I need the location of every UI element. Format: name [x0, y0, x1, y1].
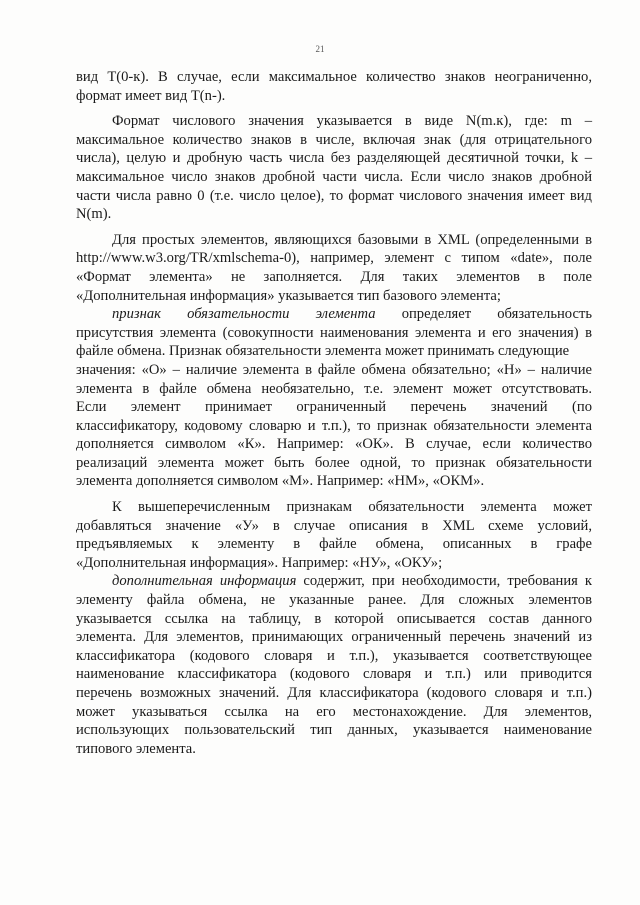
text-line: элемента в файле обмена необязательно, т.е. элемент может отсутствовать.: [76, 380, 592, 397]
text-line: файле обмена. Признак обязательности элемента может принимать следующие: [76, 343, 570, 360]
page-number: 21: [315, 44, 325, 54]
text-line: формат имеет вид Т(n-).: [76, 87, 226, 104]
text-line: указывается ссылка на таблицу, в которой описывается состав данного: [76, 610, 592, 627]
text-line: реализаций элемента может быть более одной, то признак обязательности: [76, 454, 592, 471]
term-additional-info: дополнительная информация: [112, 573, 297, 590]
text-line: части числа равно 0 (т.е. число целое), то формат числового значения имеет вид: [76, 187, 592, 204]
text-line: элемента дополняется символом «М». Например: «НМ», «ОКМ».: [76, 473, 485, 490]
paragraph-numeric-format: [76, 112, 592, 224]
text-line: элементу файла обмена, не указанные ранее. Для сложных элементов: [76, 592, 592, 609]
text-line: максимальное число знаков дробной части числа. Если число знаков дробной: [76, 168, 592, 185]
text-line: вид Т(0-к). В случае, если максимальное количество знаков неограниченно,: [76, 69, 592, 85]
text-line: наименование классификатора (кодового словаря и т.п.) или приводится: [76, 666, 592, 683]
text-line: добавляться значение «У» в случае описания в XML схеме условий,: [76, 517, 592, 534]
text-line: N(m).: [76, 206, 112, 223]
text-line: http://www.w3.org/TR/xmlschema-0), например, элемент с типом «date», поле: [76, 250, 592, 267]
text-line: классификатору, кодовому словарю и т.п.), то признак обязательности элемента: [76, 417, 592, 434]
paragraph-text-format-tail: [76, 68, 592, 105]
paragraph-simple-elements: [76, 231, 592, 305]
text-line: использующих пользовательский тип данных, указывается наименование: [76, 722, 592, 739]
text-line: предъявляемых к элементу в файле обмена, описанных в графе: [76, 536, 592, 553]
text-line: присутствия элемента (совокупности наименования элемента и его значения) в: [76, 324, 592, 341]
paragraph-conditional-value: [76, 498, 592, 572]
term-mandatory-attribute: признак обязательности элемента: [112, 306, 376, 323]
text-line: «Дополнительная информация». Например: «НУ», «ОКУ»;: [76, 554, 443, 571]
document-body: [76, 68, 592, 758]
text-line: элемента. Для элементов, принимающих ограниченный перечень значений из: [76, 629, 592, 646]
paragraph-additional-info: [76, 572, 592, 758]
text-line: Для простых элементов, являющихся базовыми в XML (определенными в: [112, 231, 592, 248]
text-line: максимальное количество знаков в числе, включая знак (для отрицательного: [76, 131, 592, 148]
text-line: типового элемента.: [76, 740, 196, 757]
text-line: Формат числового значения указывается в виде N(m.к), где: m –: [112, 113, 592, 130]
text-line: «Дополнительная информация» указывается тип базового элемента;: [76, 287, 501, 304]
text-line: К вышеперечисленным признакам обязательности элемента может: [112, 499, 592, 516]
text-line: Если элемент принимает ограниченный перечень значений (по: [76, 399, 592, 416]
text-line: «Формат элемента» не заполняется. Для таких элементов в поле: [76, 268, 592, 285]
paragraph-mandatory-attribute: [76, 305, 592, 491]
text-line: признак обязательности элемента определяет обязательность: [112, 306, 592, 323]
text-line: числа), целую и дробную часть числа без разделяющей десятичной точки, k –: [76, 150, 592, 167]
text-line: перечень возможных значений. Для классификатора (кодового словаря и т.п.): [76, 685, 592, 701]
text-line: классификатора (кодового словаря и т.п.), указывается соответствующее: [76, 647, 592, 664]
text-line: дополнительная информация содержит, при необходимости, требования к: [112, 573, 592, 590]
text-line: значения: «О» – наличие элемента в файле обмена обязательно; «Н» – наличие: [76, 361, 592, 378]
text-line: может указываться ссылка на его местонахождение. Для элементов,: [76, 703, 592, 720]
text-line: дополняется символом «К». Например: «ОК». В случае, если количество: [76, 436, 592, 453]
